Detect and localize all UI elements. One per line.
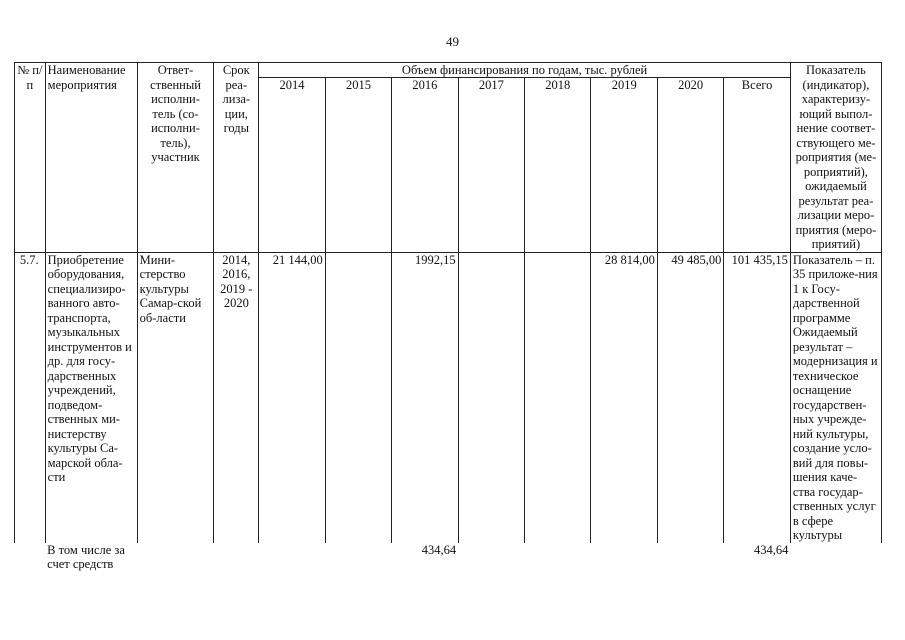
sub-value: [325, 543, 391, 583]
sub-executor: [137, 543, 214, 583]
header-year: 2014: [259, 78, 325, 252]
row-value: [325, 252, 391, 543]
sub-period: [214, 543, 259, 583]
header-num: № п/п: [15, 63, 46, 253]
sub-value: [525, 543, 591, 583]
header-period: Срок реа-лиза-ции, годы: [214, 63, 259, 253]
row-total: 101 435,15: [724, 252, 791, 543]
row-value: [525, 252, 591, 543]
header-total: Всего: [724, 78, 791, 252]
row-value: 1992,15: [392, 252, 458, 543]
sub-value: [657, 543, 723, 583]
header-executor: Ответ-ственный исполни-тель (со-исполни-тель), участник: [137, 63, 214, 253]
row-executor: Мини-стерство культуры Самар-ской об-ласти: [137, 252, 214, 543]
row-value: [458, 252, 524, 543]
header-row: [15, 63, 882, 78]
row-value: 28 814,00: [591, 252, 657, 543]
header-year: 2019: [591, 78, 657, 252]
sub-value: [458, 543, 524, 583]
financing-table: [14, 62, 882, 583]
header-year: 2015: [325, 78, 391, 252]
header-indicator: Показатель (индикатор), характеризу-ющий выпол-нение соответ-ствующего ме-роприятия (ме-роприятий), ожидаемый результат реа-лизации меро-приятия (меро-приятий): [790, 63, 881, 253]
header-year: 2017: [458, 78, 524, 252]
row-indicator: Показатель – п. 35 приложе-ния 1 к Госу-дарственной программе Ожидаемый результат – модернизация и техническое оснащение государствен-ных учрежде-ний культуры, создание усло-вий для повы-шения каче-ства государ-ственных услуг в сфере культуры: [790, 252, 881, 543]
row-period: 2014, 2016, 2019 - 2020: [214, 252, 259, 543]
sub-num: [15, 543, 46, 583]
sub-value: 434,64: [421, 542, 457, 557]
sub-value: [259, 543, 325, 583]
header-year: 2020: [657, 78, 723, 252]
header-year: 2018: [525, 78, 591, 252]
header-financing: Объем финансирования по годам, тыс. рублей: [259, 63, 791, 78]
page-number: 49: [446, 34, 459, 49]
sub-value: [591, 543, 657, 583]
row-name: Приобретение оборудования, специализиро-ванного авто-транспорта, музыкальных инструментов и др. для госу-дарственных учреждений, подведом-ственных ми-нистерству культуры Са-марской обла-сти: [45, 252, 137, 543]
sub-row: [15, 543, 882, 583]
row-value: 21 144,00: [259, 252, 325, 543]
sub-name: В том числе за счет средств: [47, 542, 125, 571]
sub-indicator: [790, 543, 881, 583]
header-year: 2016: [392, 78, 458, 252]
sub-total: 434,64: [753, 542, 789, 557]
header-name: Наименование мероприятия: [45, 63, 137, 253]
row-value: 49 485,00: [657, 252, 723, 543]
row-num: 5.7.: [15, 252, 46, 543]
table-row: [15, 252, 882, 543]
